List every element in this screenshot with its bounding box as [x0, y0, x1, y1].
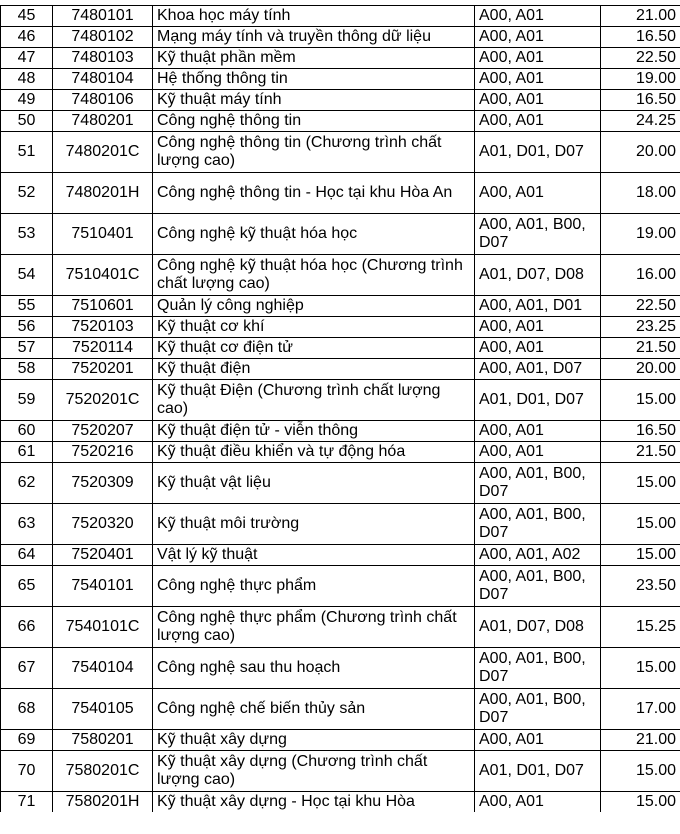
admission-score: 20.00: [601, 359, 680, 380]
subject-combinations: A00, A01: [475, 48, 601, 69]
row-number: 67: [1, 648, 53, 689]
major-code: 7580201: [53, 730, 153, 751]
row-number: 59: [1, 380, 53, 421]
table-row: [1, 792, 680, 813]
table-row: [1, 214, 680, 255]
admission-score: 16.50: [601, 27, 680, 48]
row-number: 49: [1, 90, 53, 111]
subject-combinations: A00, A01: [475, 338, 601, 359]
row-number: 66: [1, 607, 53, 648]
major-code: 7480201H: [53, 173, 153, 214]
subject-combinations: A00, A01, B00, D07: [475, 504, 601, 545]
major-code: 7520201: [53, 359, 153, 380]
major-name: Công nghệ kỹ thuật hóa học: [153, 214, 475, 255]
major-code: 7520401: [53, 545, 153, 566]
row-number: 58: [1, 359, 53, 380]
major-code: 7510401: [53, 214, 153, 255]
row-number: 61: [1, 442, 53, 463]
major-code: 7580201H: [53, 792, 153, 813]
major-code: 7520114: [53, 338, 153, 359]
row-number: 71: [1, 792, 53, 813]
subject-combinations: A00, A01: [475, 90, 601, 111]
major-code: 7540101: [53, 566, 153, 607]
subject-combinations: A00, A01, B00, D07: [475, 648, 601, 689]
major-code: 7540105: [53, 689, 153, 730]
major-code: 7480201C: [53, 132, 153, 173]
row-number: 46: [1, 27, 53, 48]
row-number: 69: [1, 730, 53, 751]
major-code: 7520320: [53, 504, 153, 545]
major-name: Kỹ thuật phần mềm: [153, 48, 475, 69]
table-row: [1, 421, 680, 442]
major-name: Mạng máy tính và truyền thông dữ liệu: [153, 27, 475, 48]
table-row: [1, 730, 680, 751]
major-name: Công nghệ thông tin (Chương trình chất lượng cao): [153, 132, 475, 173]
table-row: [1, 566, 680, 607]
major-name: Kỹ thuật máy tính: [153, 90, 475, 111]
subject-combinations: A00, A01, B00, D07: [475, 214, 601, 255]
table-row: [1, 27, 680, 48]
major-code: 7580201C: [53, 751, 153, 792]
major-name: Công nghệ chế biến thủy sản: [153, 689, 475, 730]
row-number: 62: [1, 463, 53, 504]
major-code: 7480103: [53, 48, 153, 69]
admission-score: 23.50: [601, 566, 680, 607]
admission-scores-table: [0, 5, 680, 812]
admission-score: 16.50: [601, 421, 680, 442]
row-number: 54: [1, 255, 53, 296]
table-row: [1, 255, 680, 296]
admission-score: 15.00: [601, 504, 680, 545]
major-name: Kỹ thuật điện: [153, 359, 475, 380]
subject-combinations: A00, A01: [475, 111, 601, 132]
major-name: Kỹ thuật môi trường: [153, 504, 475, 545]
admission-score: 17.00: [601, 689, 680, 730]
major-name: Công nghệ thông tin - Học tại khu Hòa An: [153, 173, 475, 214]
admission-score: 22.50: [601, 296, 680, 317]
major-code: 7520103: [53, 317, 153, 338]
major-name: Công nghệ sau thu hoạch: [153, 648, 475, 689]
major-name: Kỹ thuật điện tử - viễn thông: [153, 421, 475, 442]
table-row: [1, 463, 680, 504]
major-name: Hệ thống thông tin: [153, 69, 475, 90]
major-code: 7540101C: [53, 607, 153, 648]
major-name: Kỹ thuật vật liệu: [153, 463, 475, 504]
subject-combinations: A00, A01: [475, 442, 601, 463]
table-row: [1, 442, 680, 463]
table-row: [1, 380, 680, 421]
major-name: Kỹ thuật điều khiển và tự động hóa: [153, 442, 475, 463]
major-code: 7520201C: [53, 380, 153, 421]
table-row: [1, 689, 680, 730]
row-number: 70: [1, 751, 53, 792]
row-number: 52: [1, 173, 53, 214]
table-row: [1, 648, 680, 689]
subject-combinations: A00, A01, B00, D07: [475, 463, 601, 504]
admission-score: 21.00: [601, 6, 680, 27]
admission-score: 15.00: [601, 648, 680, 689]
table-row: [1, 359, 680, 380]
subject-combinations: A01, D07, D08: [475, 607, 601, 648]
row-number: 56: [1, 317, 53, 338]
subject-combinations: A00, A01: [475, 317, 601, 338]
subject-combinations: A00, A01, B00, D07: [475, 566, 601, 607]
row-number: 53: [1, 214, 53, 255]
admission-score: 16.00: [601, 255, 680, 296]
subject-combinations: A00, A01: [475, 173, 601, 214]
row-number: 51: [1, 132, 53, 173]
admission-score: 16.50: [601, 90, 680, 111]
table-row: [1, 751, 680, 792]
major-name: Kỹ thuật cơ điện tử: [153, 338, 475, 359]
major-code: 7520309: [53, 463, 153, 504]
major-code: 7510601: [53, 296, 153, 317]
subject-combinations: A01, D01, D07: [475, 380, 601, 421]
admission-score: 15.00: [601, 463, 680, 504]
table-row: [1, 545, 680, 566]
major-name: Kỹ thuật Điện (Chương trình chất lượng cao): [153, 380, 475, 421]
table-row: [1, 504, 680, 545]
major-name: Kỹ thuật cơ khí: [153, 317, 475, 338]
major-name: Vật lý kỹ thuật: [153, 545, 475, 566]
major-name: Khoa học máy tính: [153, 6, 475, 27]
row-number: 64: [1, 545, 53, 566]
table-row: [1, 69, 680, 90]
subject-combinations: A00, A01: [475, 6, 601, 27]
row-number: 55: [1, 296, 53, 317]
subject-combinations: A00, A01: [475, 69, 601, 90]
major-name: Công nghệ thông tin: [153, 111, 475, 132]
admission-score: 15.00: [601, 792, 680, 813]
admission-score: 18.00: [601, 173, 680, 214]
table-row: [1, 607, 680, 648]
major-code: 7480104: [53, 69, 153, 90]
major-code: 7480101: [53, 6, 153, 27]
table-row: [1, 48, 680, 69]
admission-score: 21.00: [601, 730, 680, 751]
subject-combinations: A00, A01, D07: [475, 359, 601, 380]
major-name: Quản lý công nghiệp: [153, 296, 475, 317]
row-number: 60: [1, 421, 53, 442]
major-code: 7540104: [53, 648, 153, 689]
table-row: [1, 173, 680, 214]
admission-score: 21.50: [601, 338, 680, 359]
subject-combinations: A00, A01: [475, 421, 601, 442]
table-row: [1, 296, 680, 317]
major-name: Công nghệ kỹ thuật hóa học (Chương trình chất lượng cao): [153, 255, 475, 296]
major-name: Kỹ thuật xây dựng - Học tại khu Hòa: [153, 792, 475, 813]
major-code: 7480201: [53, 111, 153, 132]
row-number: 48: [1, 69, 53, 90]
subject-combinations: A00, A01, A02: [475, 545, 601, 566]
admission-score: 22.50: [601, 48, 680, 69]
table-row: [1, 111, 680, 132]
admission-score: 19.00: [601, 214, 680, 255]
admission-score: 21.50: [601, 442, 680, 463]
admission-score: 23.25: [601, 317, 680, 338]
subject-combinations: A01, D01, D07: [475, 132, 601, 173]
major-code: 7480106: [53, 90, 153, 111]
table-row: [1, 90, 680, 111]
row-number: 50: [1, 111, 53, 132]
major-code: 7520207: [53, 421, 153, 442]
subject-combinations: A00, A01, B00, D07: [475, 689, 601, 730]
table-row: [1, 317, 680, 338]
major-code: 7480102: [53, 27, 153, 48]
major-code: 7520216: [53, 442, 153, 463]
admission-score: 20.00: [601, 132, 680, 173]
admission-score: 15.00: [601, 545, 680, 566]
subject-combinations: A00, A01: [475, 730, 601, 751]
major-code: 7510401C: [53, 255, 153, 296]
admission-score: 24.25: [601, 111, 680, 132]
subject-combinations: A00, A01: [475, 27, 601, 48]
major-name: Công nghệ thực phẩm: [153, 566, 475, 607]
admission-score: 15.00: [601, 751, 680, 792]
row-number: 45: [1, 6, 53, 27]
admission-score: 19.00: [601, 69, 680, 90]
table-row: [1, 6, 680, 27]
subject-combinations: A00, A01: [475, 792, 601, 813]
table-row: [1, 338, 680, 359]
row-number: 65: [1, 566, 53, 607]
row-number: 63: [1, 504, 53, 545]
row-number: 47: [1, 48, 53, 69]
admission-score: 15.25: [601, 607, 680, 648]
major-name: Kỹ thuật xây dựng (Chương trình chất lượng cao): [153, 751, 475, 792]
row-number: 57: [1, 338, 53, 359]
subject-combinations: A01, D01, D07: [475, 751, 601, 792]
subject-combinations: A00, A01, D01: [475, 296, 601, 317]
major-name: Kỹ thuật xây dựng: [153, 730, 475, 751]
subject-combinations: A01, D07, D08: [475, 255, 601, 296]
row-number: 68: [1, 689, 53, 730]
major-name: Công nghệ thực phẩm (Chương trình chất lượng cao): [153, 607, 475, 648]
admission-score: 15.00: [601, 380, 680, 421]
table-row: [1, 132, 680, 173]
